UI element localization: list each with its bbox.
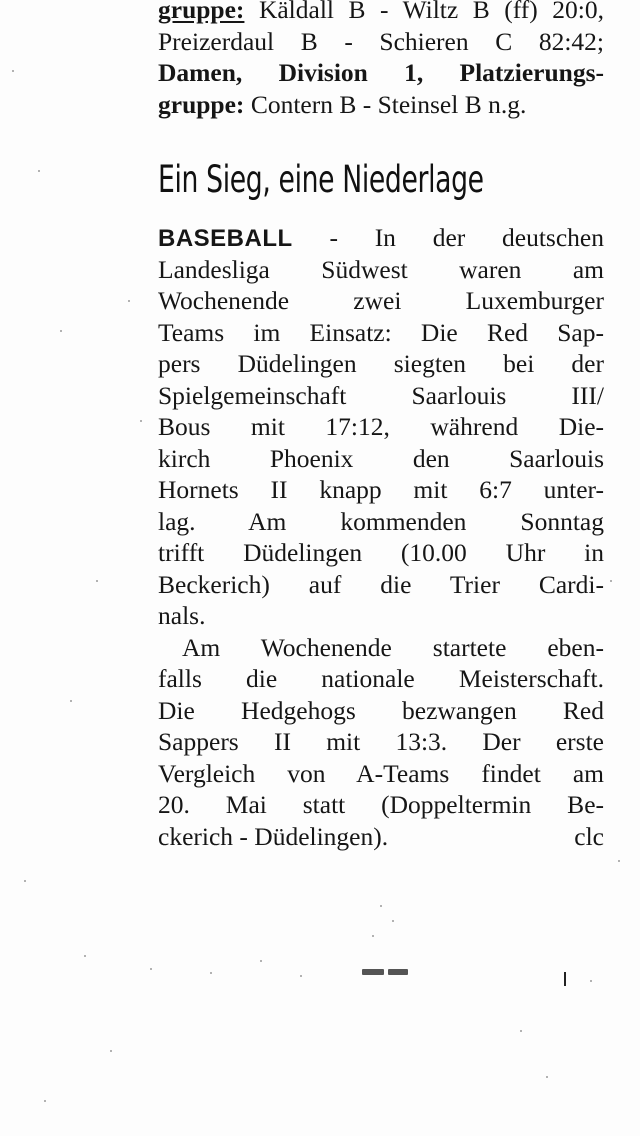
page-footer-mark (362, 968, 414, 976)
scan-speck (96, 580, 98, 582)
article-body (158, 222, 604, 852)
scan-speck (380, 905, 382, 907)
scan-speck (70, 700, 72, 702)
bold-label: Damen, Division 1, Platzierungs- (158, 58, 604, 87)
text-line (158, 348, 604, 380)
scan-speck (12, 70, 14, 72)
text-line (158, 789, 604, 821)
text-run: Spielgemeinschaft Saarlouis III/ (158, 380, 604, 410)
scan-speck (44, 1100, 46, 1102)
bold-label: gruppe: (158, 89, 245, 119)
text-line (158, 222, 604, 254)
text-run: Beckerich) auf die Trier Cardi- (158, 569, 604, 599)
text-line (158, 285, 604, 317)
text-run: 20. Mai statt (Doppeltermin Be- (158, 790, 604, 819)
text-line (158, 443, 604, 475)
text-line (158, 26, 604, 58)
scan-speck (618, 860, 620, 862)
scan-speck (210, 972, 212, 974)
column-rule-mark (564, 972, 566, 986)
scan-speck (128, 300, 130, 302)
scan-speck (372, 935, 374, 937)
kicker-label: BASEBALL (158, 225, 293, 252)
text-line (158, 663, 604, 695)
text-line (158, 89, 604, 121)
article-paragraph (158, 632, 604, 853)
scan-speck (300, 975, 302, 977)
text-run: Wochenende zwei Luxemburger (158, 286, 604, 315)
scan-speck (38, 170, 40, 172)
scan-speck (150, 968, 152, 970)
text-line (158, 474, 604, 506)
scan-speck (520, 1030, 522, 1032)
text-run: Die Hedgehogs bezwangen Red (158, 695, 604, 725)
text-run: nals. (158, 601, 206, 630)
text-line (158, 695, 604, 727)
text-run: kirch Phoenix den Saarlouis (158, 443, 604, 473)
text-run: Contern B - Steinsel B n.g. (244, 89, 527, 119)
scan-speck (84, 955, 86, 957)
text-line (158, 254, 604, 286)
scan-speck (260, 960, 262, 962)
text-line (158, 506, 604, 538)
text-line (158, 726, 604, 758)
scan-speck (610, 580, 612, 582)
text-run: Hornets II knapp mit 6:7 unter- (158, 475, 604, 504)
text-line (158, 632, 604, 664)
text-run: Sappers II mit 13:3. Der erste (158, 727, 604, 756)
text-line (158, 600, 604, 632)
text-run: Preizerdaul B - Schieren C 82:42; (158, 26, 604, 56)
text-run: Vergleich von A-Teams findet am (158, 758, 604, 788)
text-line (158, 758, 604, 790)
text-line (158, 380, 604, 412)
text-run: Am Wochenende startete eben- (182, 632, 604, 662)
headline: Ein Sieg, eine Niederlage (158, 158, 484, 201)
scan-speck (24, 880, 26, 882)
text-line (158, 57, 604, 89)
text-run: Landesliga Südwest waren am (158, 254, 604, 284)
bold-label: gruppe: (158, 0, 245, 24)
text-run: Bous mit 17:12, während Die- (158, 412, 604, 441)
text-line (158, 537, 604, 569)
scan-speck (110, 1050, 112, 1052)
text-run: - In der deutschen (292, 223, 604, 252)
scan-speck (590, 980, 592, 982)
text-run: Käldall B - Wiltz B (ff) 20:0, (244, 0, 604, 24)
scan-speck (60, 330, 62, 332)
text-line (158, 317, 604, 349)
text-line (158, 411, 604, 443)
article-paragraph (158, 222, 604, 632)
text-run: falls die nationale Meisterschaft. (158, 664, 604, 693)
text-run: trifft Düdelingen (10.00 Uhr in (158, 538, 604, 567)
scan-speck (546, 1076, 548, 1078)
text-run: ckerich - Düdelingen). (158, 821, 389, 851)
text-line (158, 821, 604, 853)
text-line (158, 0, 604, 26)
text-line (158, 569, 604, 601)
text-run: Teams im Einsatz: Die Red Sap- (158, 317, 604, 347)
text-run: lag. Am kommenden Sonntag (158, 506, 604, 536)
scan-speck (392, 920, 394, 922)
text-run: pers Düdelingen siegten bei der (158, 349, 604, 378)
text-column (158, 0, 604, 852)
scan-speck (140, 420, 142, 422)
results-block (158, 0, 604, 120)
author-signoff: clc (574, 821, 604, 851)
